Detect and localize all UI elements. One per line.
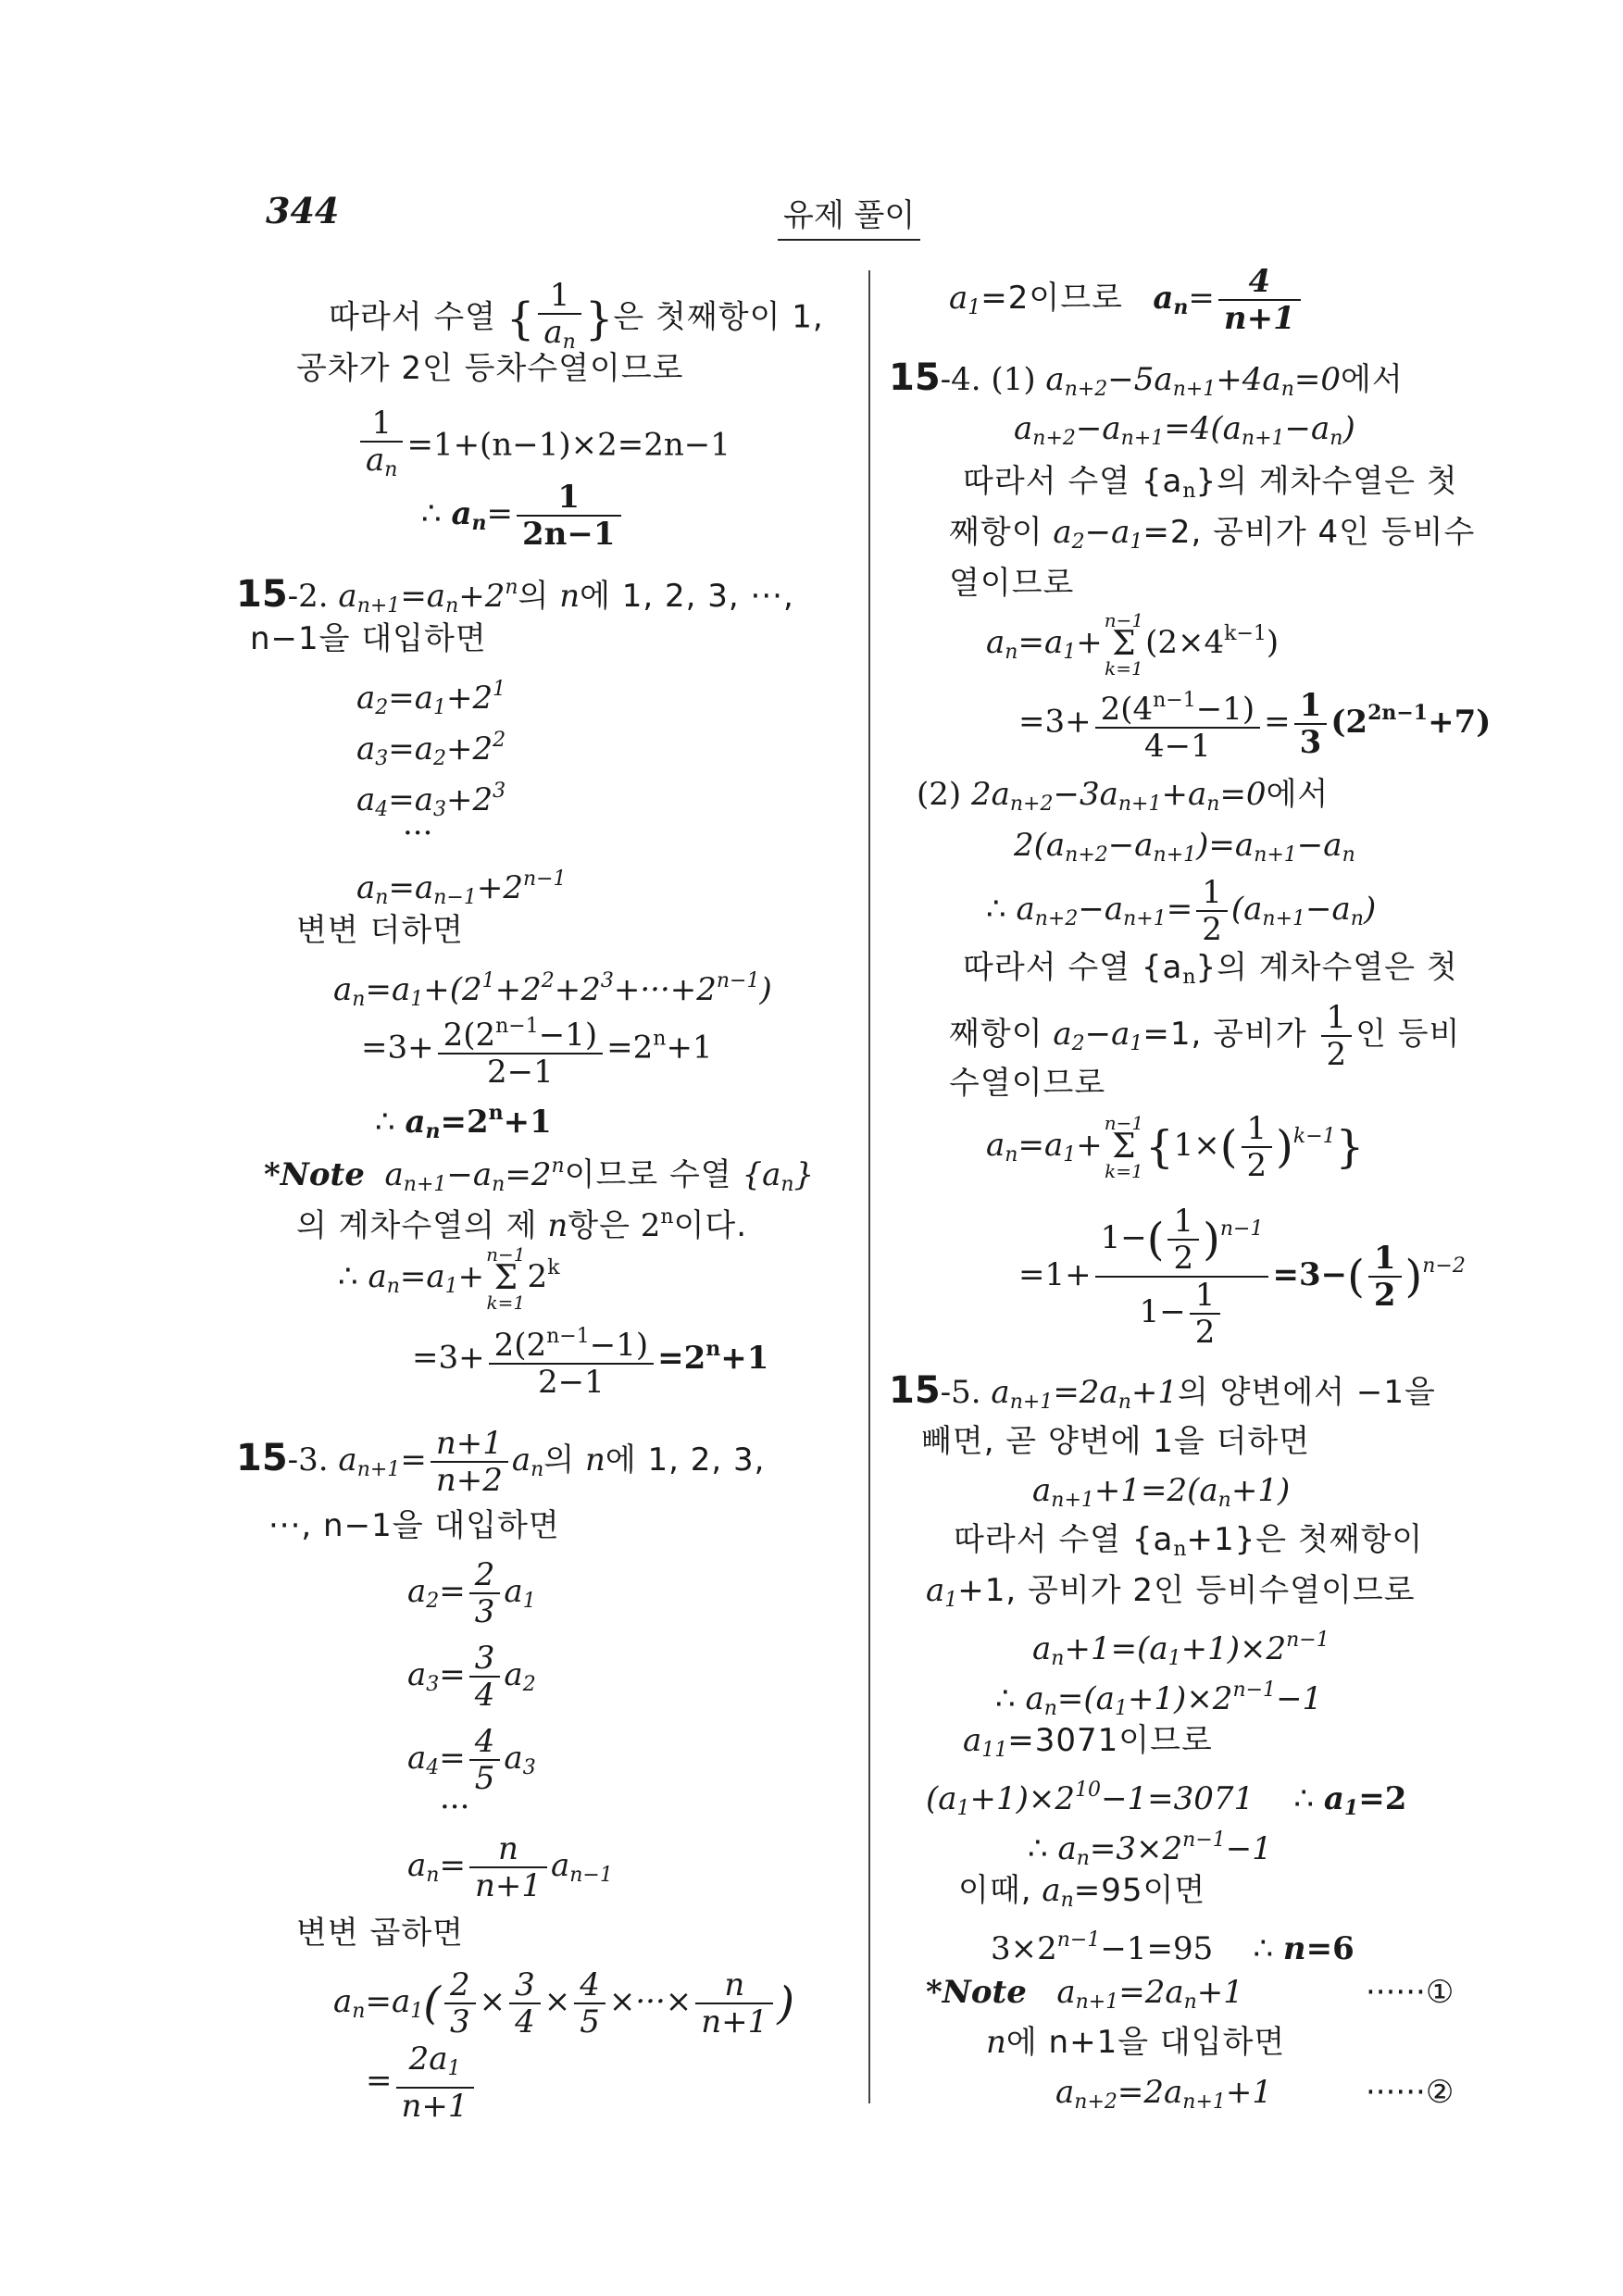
equation: $2(a_{n+2}-a_{n+1})=a_{n+1}-a_n$ <box>1014 827 1355 867</box>
equation: $(a_1+1)\times 2^{10}-1=3071$ ∴ $a_1=2$ <box>926 1778 1407 1820</box>
equation-answer: ∴ $a_n=2^n+1$ <box>375 1101 552 1143</box>
text-line: n−1을 대입하면 <box>250 620 487 657</box>
page-number: 344 <box>266 190 340 231</box>
text-line: 이때, $a_n=95$이면 <box>958 1872 1206 1912</box>
note: *Note $a_{n+1}=2a_n+1$ <box>926 1974 1243 2014</box>
problem-15-3: 15-3. $a_{n+1}=$ $\frac{n+1}{n+2}$ $a_n$의 n에 1, 2, 3, <box>236 1425 766 1499</box>
equation-answer: $a_1=2$이므로 $a_n=$ $\frac{4}{n+1}$ <box>949 264 1305 336</box>
text-line: 공차가 2인 등차수열이므로 <box>296 350 684 387</box>
ellipsis: ··· <box>403 815 433 852</box>
equation: $a_n=$ $\frac{n}{n+1}$ $a_{n-1}$ <box>407 1830 613 1904</box>
equation: = $\frac{2a_1}{n+1}$ <box>366 2041 478 2124</box>
equation: $a_n=a_1+n-1$ Σ k=1{1×( $\frac{1}{2}$ )$^{k-1}$} <box>986 1110 1365 1184</box>
equation: $a_3=$ $\frac{3}{4}$ $a_2$ <box>407 1640 536 1714</box>
text-line: 열이므로 <box>949 565 1075 602</box>
equation: ∴ $a_{n+2}-a_{n+1}=$ $\frac{1}{2}$ $(a_{n+1}-a_n)$ <box>986 874 1377 948</box>
equation: $a_n+1=(a_1+1)\times 2^{n-1}$ <box>1032 1628 1330 1670</box>
text-line: 째항이 $a_2-a_1=1$, 공비가 $\frac{1}{2}$ 인 등비 <box>949 999 1461 1073</box>
marker-1: ······① <box>1366 1974 1454 2011</box>
equation-answer: ∴ $a_n=$ $\frac{1}{2n-1}$ <box>421 480 625 552</box>
text-line: $a_{11}=3071$이므로 <box>963 1722 1213 1762</box>
text-line: n에 n+1을 대입하면 <box>986 2024 1286 2061</box>
equation: $\frac{1}{a_n}$ =1+(n−1)×2=2n−1 <box>356 406 730 488</box>
equation: $a_{n+1}+1=2(a_n+1)$ <box>1032 1472 1291 1512</box>
ellipsis: ··· <box>440 1789 470 1826</box>
text-line: ···, n−1을 대입하면 <box>268 1507 560 1544</box>
text-line: $a_1+1$, 공비가 2인 등비수열이므로 <box>926 1572 1416 1612</box>
problem-15-5: 15-5. $a_{n+1}=2a_n+1$의 양변에서 −1을 <box>889 1369 1436 1414</box>
text-line: 따라서 수열 $\{a_n\}$의 계차수열은 첫 <box>963 463 1458 503</box>
text-line: 따라서 수열 $\{a_n+1\}$은 첫째항이 <box>954 1521 1424 1561</box>
equation: $a_2=a_1+2^1$ <box>356 678 506 719</box>
text-line: 변변 더하면 <box>296 912 465 949</box>
equation-answer: $3\times 2^{n-1}-1=95$ ∴ n=6 <box>991 1928 1355 1967</box>
problem-15-2: 15-2. $a_{n+1}=a_n+2^n$의 n에 1, 2, 3, ···, <box>236 573 794 618</box>
text-line: 빼면, 곧 양변에 1을 더하면 <box>921 1423 1311 1460</box>
page-title: 유제 풀이 <box>778 190 920 241</box>
note: *Note $a_{n+1}-a_n=2^n$이므로 수열 $\{a_n\}$ <box>264 1154 815 1196</box>
problem-15-4-2: (2) $2a_{n+2}-3a_{n+1}+a_n=0$에서 <box>917 776 1330 816</box>
equation: $a_n=a_{n-1}+2^{n-1}$ <box>356 867 567 909</box>
equation: $a_2=$ $\frac{2}{3}$ $a_1$ <box>407 1556 536 1630</box>
equation: $a_{n+2}-a_{n+1}=4(a_{n+1}-a_n)$ <box>1014 410 1355 450</box>
text-line: 변변 곱하면 <box>296 1915 465 1952</box>
equation: $a_{n+2}=2a_{n+1}+1$ <box>1055 2074 1273 2114</box>
text-line: 따라서 수열 { $\frac{1}{a_n}$ }은 첫째항이 1, <box>329 277 824 354</box>
equation: ∴ $a_n=(a_1+1)\times 2^{n-1}-1$ <box>995 1678 1323 1720</box>
text-line: 수열이므로 <box>949 1065 1106 1102</box>
text-line: 의 계차수열의 제 n항은 2$^n$이다. <box>296 1205 748 1244</box>
equation: =3+ $\frac{2(4^{n-1}-1)}{4-1}$ = $\frac{1}{3}$ $(2^{2n-1}+7)$ <box>1018 683 1491 764</box>
text-line: 째항이 $a_2-a_1=2$, 공비가 4인 등비수 <box>949 514 1476 554</box>
equation: =3+ $\frac{2(2^{n-1}-1)}{2-1}$ $=2^n+1$ <box>412 1319 768 1400</box>
equation: ∴ $a_n=3\times 2^{n-1}-1$ <box>1028 1828 1272 1870</box>
text-line: 따라서 수열 $\{a_n\}$의 계차수열은 첫 <box>963 949 1458 989</box>
equation: $a_3=a_2+2^2$ <box>356 729 506 770</box>
equation: $a_n=a_1$( $\frac{2}{3}$ × $\frac{3}{4}$ × $\frac{4}{5}$ ×···× $\frac{n}{n+1}$ ) <box>333 1966 795 2040</box>
problem-15-4: 15-4. (1) $a_{n+2}-5a_{n+1}+4a_n=0$에서 <box>889 356 1404 401</box>
equation: $a_4=$ $\frac{4}{5}$ $a_3$ <box>407 1723 536 1797</box>
equation: $a_4=a_3+2^3$ <box>356 780 506 821</box>
marker-2: ······② <box>1366 2074 1454 2111</box>
equation: $a_n=a_1+(2^1+2^2+2^3+\cdot\cdot\cdot+2^{n-1})$ <box>333 969 772 1011</box>
equation: =3+ $\frac{2(2^{n-1}-1)}{2-1}$ $=2^n+1$ <box>361 1009 713 1090</box>
equation: ∴ $a_n=a_1+n-1$ Σ $k=12^k$ <box>338 1243 560 1314</box>
equation: =1+ 1−( $\frac{1}{2}$ )$^{n-1}$ 1− $\frac{1}{2}$ =3−( $\frac{1}{2}$ )$^{n-2}$ <box>1018 1203 1466 1351</box>
equation: $a_n=a_1+n-1$ Σ $k=1(2\times 4^{k-1})$ <box>986 609 1280 680</box>
